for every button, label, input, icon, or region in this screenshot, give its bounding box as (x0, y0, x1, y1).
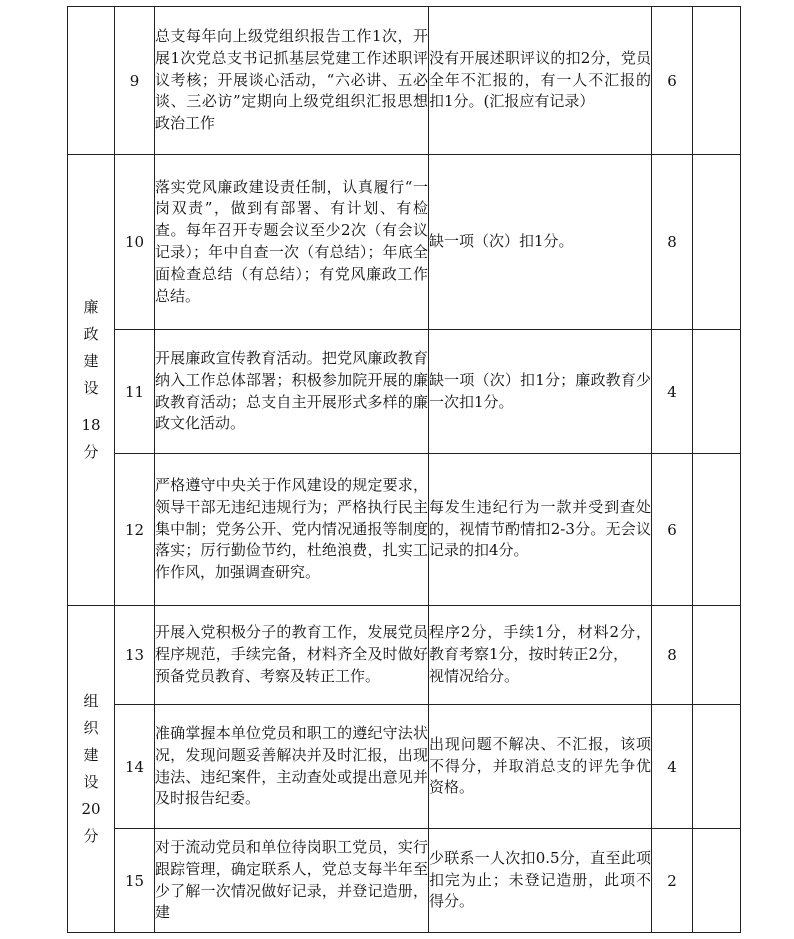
requirement-text: 落实党风廉政建设责任制，认真履行“一岗双责”，做到有部署、有计划、有检查。每年召开专题会议至少2次（有会议记录）；年中自查一次（有总结）；年底全面检查总结（有总结）；有党风廉政工作总结。 (155, 177, 428, 305)
category-line: 建 (83, 352, 99, 370)
blank-cell (693, 606, 741, 705)
requirement-cell (155, 606, 429, 705)
category-line: 组 (83, 692, 99, 710)
item-number: 9 (115, 7, 155, 155)
category-line: 织 (83, 719, 99, 737)
score-cell: 8 (652, 606, 693, 705)
score-cell: 2 (652, 829, 693, 933)
standard-cell (429, 330, 652, 454)
standard-text: 缺一项（次）扣1分；廉政教育少一次扣1分。 (429, 370, 651, 411)
category-cell-continued (68, 7, 115, 155)
standard-cell (429, 7, 652, 155)
category-line: 设 (83, 379, 99, 397)
standard-text: 没有开展述职评议的扣2分，党员全年不汇报的，有一人不汇报的扣1分。(汇报应有记录） (429, 48, 651, 111)
requirement-cell (155, 705, 429, 829)
table-row (68, 829, 741, 933)
blank-cell (693, 330, 741, 454)
requirement-text: 严格遵守中央关于作风建设的规定要求，领导干部无违纪违规行为；严格执行民主集中制；党务公开、党内情况通报等制度落实；厉行勤俭节约，杜绝浪费，扎实工作作风，加强调查研究。 (155, 476, 428, 582)
blank-cell (693, 7, 741, 155)
standard-cell (429, 155, 652, 330)
table-row (68, 7, 741, 155)
requirement-text: 总支每年向上级党组织报告工作1次，开展1次党总支书记抓基层党建工作述职评议考核；开展谈心活动，“六必讲、五必谈、三必访”定期向上级党组织汇报思想政治工作 (155, 27, 428, 133)
requirement-cell (155, 829, 429, 933)
requirement-text: 准确掌握本单位党员和职工的遵纪守法状况，发现问题妥善解决并及时汇报，出现违法、违纪案件，主动查处或提出意见并及时报告纪委。 (155, 723, 428, 808)
category-line: 20 (81, 800, 101, 818)
score-cell: 6 (652, 454, 693, 606)
standard-text: 缺一项（次）扣1分。 (429, 232, 574, 251)
table-row (68, 155, 741, 330)
item-number: 15 (115, 829, 155, 933)
category-lianzheng (68, 155, 115, 606)
standard-cell (429, 454, 652, 606)
standard-cell (429, 705, 652, 829)
item-number: 11 (115, 330, 155, 454)
table-row (68, 606, 741, 705)
item-number: 10 (115, 155, 155, 330)
table-row (68, 705, 741, 829)
requirement-cell (155, 454, 429, 606)
item-number: 13 (115, 606, 155, 705)
standard-text: 少联系一人次扣0.5分，直至此项扣完为止；未登记造册，此项不得分。 (429, 848, 651, 911)
category-line: 政 (83, 325, 99, 343)
standard-cell (429, 606, 652, 705)
requirement-cell (155, 330, 429, 454)
blank-cell (693, 155, 741, 330)
category-line: 分 (83, 827, 99, 845)
requirement-text: 开展廉政宣传教育活动。把党风廉政教育纳入工作总体部署；积极参加院开展的廉政教育活动；总支自主开展形式多样的廉政文化活动。 (155, 348, 428, 433)
requirement-text: 对于流动党员和单位待岗职工党员，实行跟踪管理，确定联系人，党总支每半年至少了解一次情况做好记录，并登记造册，建 (155, 837, 428, 922)
category-line: 廉 (83, 298, 99, 316)
standard-text: 程序2分，手续1分，材料2分，教育考察1分，按时转正2分， 视情况给分。 (429, 623, 651, 685)
score-cell: 4 (652, 330, 693, 454)
category-line: 18 (81, 416, 101, 434)
item-number: 12 (115, 454, 155, 606)
score-cell: 8 (652, 155, 693, 330)
blank-cell (693, 829, 741, 933)
requirement-cell (155, 7, 429, 155)
item-number: 14 (115, 705, 155, 829)
category-line: 分 (83, 443, 99, 461)
category-zuzhi (68, 606, 115, 933)
blank-cell (693, 705, 741, 829)
category-line: 设 (83, 773, 99, 791)
standard-text: 每发生违纪行为一款并受到查处的，视情节酌情扣2-3分。无会议记录的扣4分。 (429, 497, 651, 560)
assessment-table (67, 6, 741, 933)
table-row (68, 454, 741, 606)
blank-cell (693, 454, 741, 606)
standard-cell (429, 829, 652, 933)
requirement-text: 开展入党积极分子的教育工作，发展党员程序规范，手续完备，材料齐全及时做好预备党员教育、考察及转正工作。 (155, 623, 428, 685)
score-cell: 6 (652, 7, 693, 155)
score-cell: 4 (652, 705, 693, 829)
standard-text: 出现问题不解决、不汇报，该项不得分，并取消总支的评先争优资格。 (429, 734, 651, 797)
table-row (68, 330, 741, 454)
category-line: 建 (83, 746, 99, 764)
requirement-cell (155, 155, 429, 330)
